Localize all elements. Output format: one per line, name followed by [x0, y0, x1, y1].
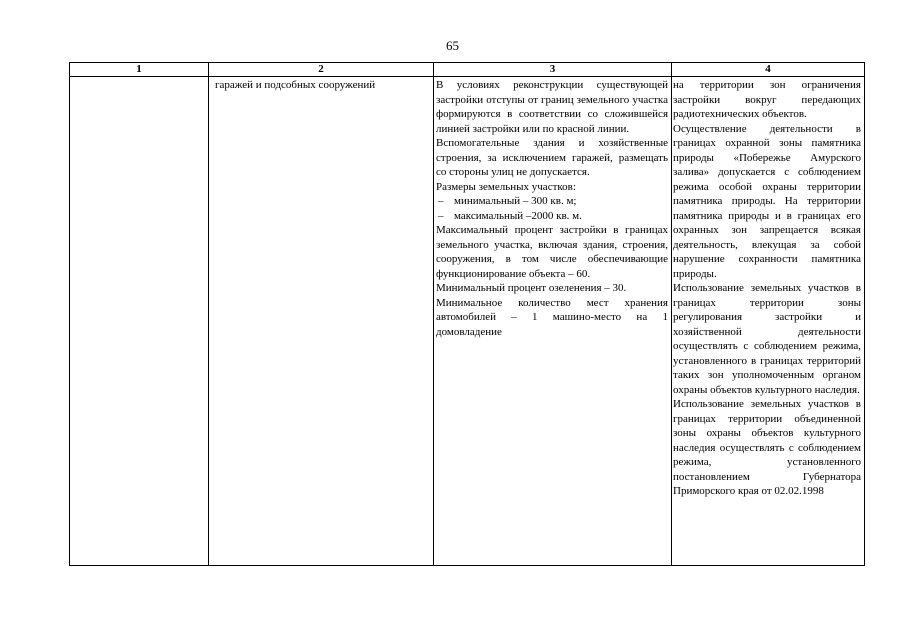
heritage-zone-paragraph: Использование земельных участков в границах территории объединенной зоны охраны объектов культурного наследия осуществлять с соблюдением режима, установленного постановлением Губернатора Приморского края от 02.02.1998	[673, 398, 861, 497]
list-item-text: минимальный – 300 кв. м;	[454, 195, 577, 207]
use-type-text: гаражей и подсобных сооружений	[215, 79, 376, 91]
header-col-3: 3	[434, 63, 672, 77]
min-parking-paragraph: Минимальное количество мест хранения автомобилей – 1 машино-место на 1 домовладение	[436, 296, 668, 338]
list-item-text: максимальный –2000 кв. м.	[454, 209, 582, 222]
restriction-paragraph: на территории зон ограничения застройки вокруг передающих радиотехнических объектов.	[673, 79, 861, 120]
max-coverage-paragraph: Максимальный процент застройки в границах земельного участка, включая здания, строения, сооружения, в том числе обеспечивающие функционирование объекта – 60.	[436, 224, 668, 280]
min-greenery-paragraph: Минимальный процент озеленения – 30.	[436, 282, 627, 294]
header-col-2: 2	[209, 63, 434, 77]
regulation-zone-paragraph: Использование земельных участков в границах территории зоны регулирования застройки и хозяйственной деятельности осуществлять с соблюдением режима, установленного в границах территорий таких зон уполномоченным органом охраны объектов культурного наследия.	[673, 282, 861, 396]
page-number: 65	[446, 38, 459, 53]
list-dash: –	[438, 209, 444, 222]
list-item	[436, 194, 668, 209]
cell-col-2	[209, 77, 434, 566]
regulations-table	[69, 62, 865, 566]
list-dash: –	[438, 195, 444, 207]
setback-paragraph: В условиях реконструкции существующей застройки отступы от границ земельного участка формируются в соответствии со сложившейся линией застройки или по красной линии.	[436, 79, 668, 135]
header-row	[70, 63, 865, 77]
list-item	[436, 209, 668, 224]
header-col-1: 1	[70, 63, 209, 77]
cell-col-1	[70, 77, 209, 566]
nature-monument-paragraph: Осуществление деятельности в границах охранной зоны памятника природы «Побережье Амурского залива» допускается с соблюдением режима особой охраны территории памятника природы. На территории памятника природы и в границах его охранных зон запрещается всякая деятельность, влекущая за собой нарушение сохранности памятника природы.	[673, 122, 861, 280]
table-row	[70, 77, 865, 566]
auxiliary-buildings-paragraph: Вспомогательные здания и хозяйственные строения, за исключением гаражей, размещать со стороны улиц не допускается.	[436, 137, 668, 178]
header-col-4: 4	[672, 63, 865, 77]
cell-col-4	[672, 77, 865, 566]
cell-col-3	[434, 77, 672, 566]
plot-sizes-heading: Размеры земельных участков:	[436, 180, 576, 193]
